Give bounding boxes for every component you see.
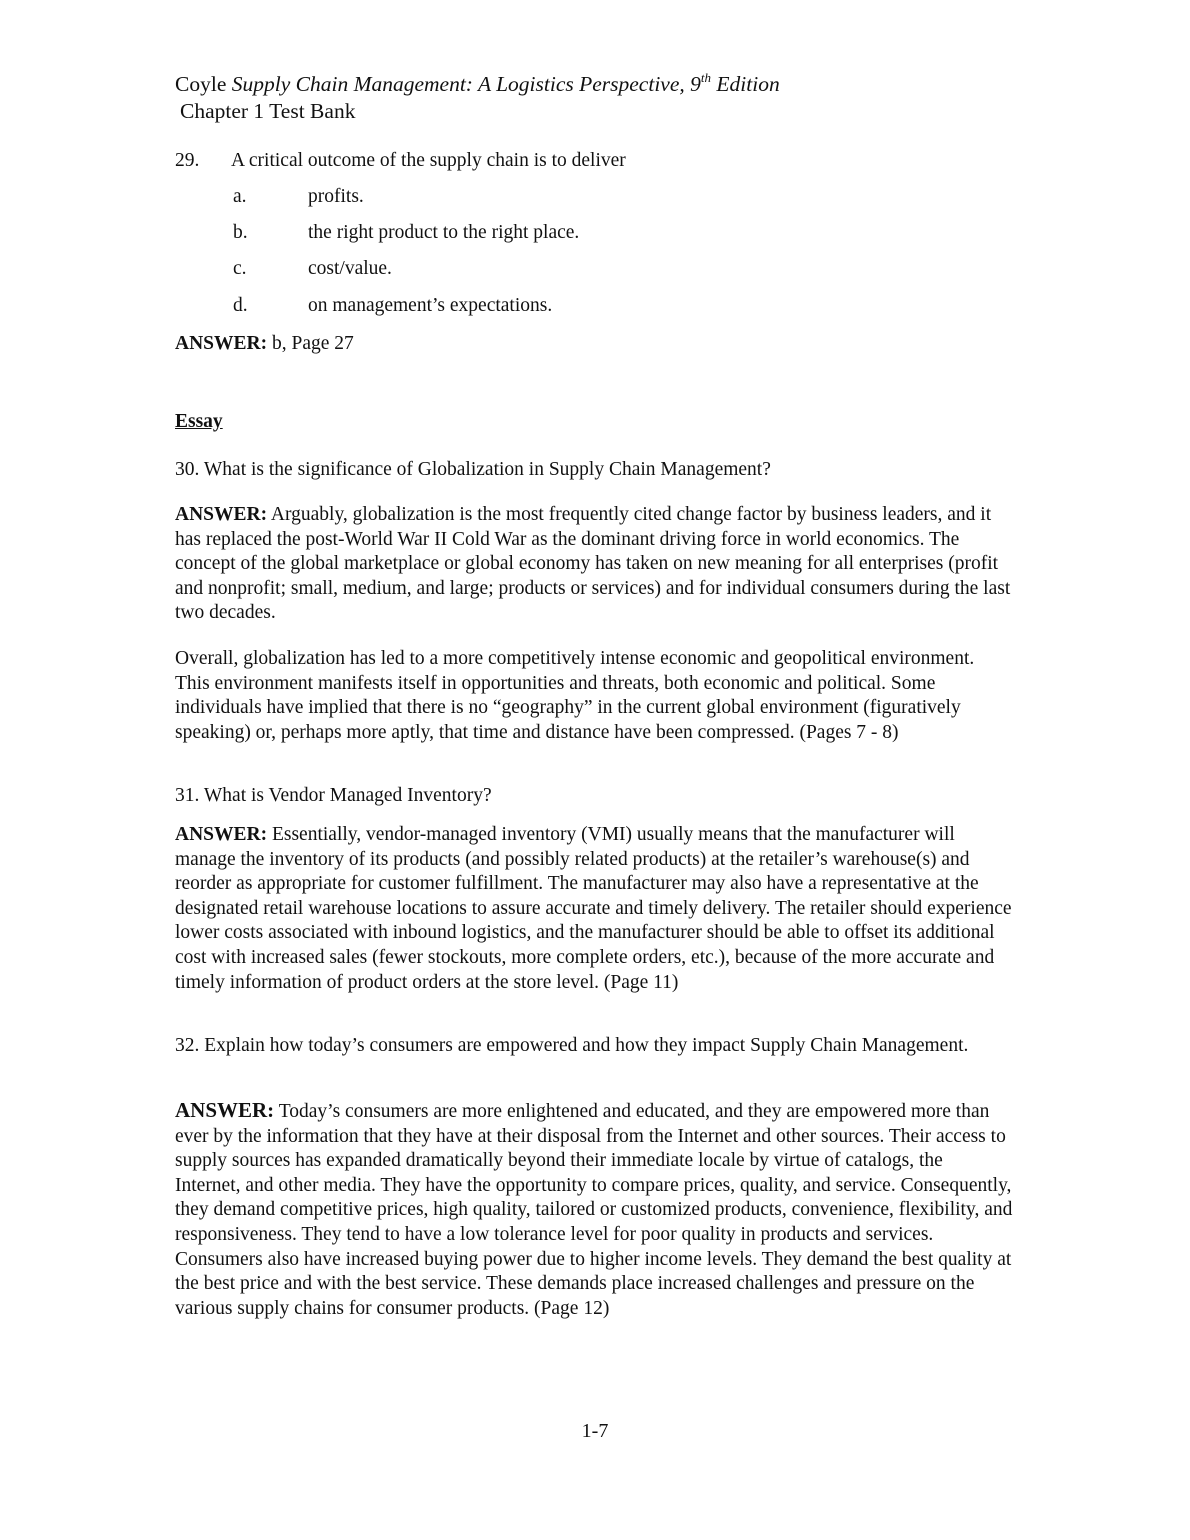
header-title xyxy=(175,71,780,97)
header-author: Coyle xyxy=(175,72,227,96)
answer-label: ANSWER: xyxy=(175,824,268,845)
option-letter: d. xyxy=(233,295,248,316)
answer-label: ANSWER: xyxy=(175,333,268,354)
answer-label: ANSWER: xyxy=(175,504,268,525)
question-30: 30. What is the significance of Globalization in Supply Chain Management? xyxy=(175,459,771,480)
option-text: cost/value. xyxy=(308,258,392,279)
option-letter: b. xyxy=(233,222,248,243)
question-32: 32. Explain how today’s consumers are empowered and how they impact Supply Chain Management. xyxy=(175,1035,969,1056)
question-29-option-a xyxy=(233,185,993,210)
answer-text: Essentially, vendor-managed inventory (VMI) usually means that the manufacturer will manage the inventory of its products (and possibly related products) at the retailer’s warehouse(s) and reorder as appropriate for customer fulfillment. The manufacturer may also have a representative at the designated retail warehouse locations to assure accurate and timely delivery. The retailer should experience lower costs associated with inbound logistics, and the manufacturer should be able to offset its additional cost with increased sales (fewer stockouts, more complete orders, etc.), because of the more accurate and timely information of product orders at the store level. (Page 11) xyxy=(175,824,1012,993)
question-31-answer xyxy=(175,823,1013,995)
question-29-option-b xyxy=(233,221,993,246)
question-29-stem: A critical outcome of the supply chain is to deliver xyxy=(231,150,626,171)
question-29-option-d xyxy=(233,294,993,319)
option-text: on management’s expectations. xyxy=(308,295,553,316)
question-29-answer xyxy=(175,332,1005,357)
page-number: 1-7 xyxy=(581,1420,609,1442)
header-book-title: Supply Chain Management: A Logistics Perspective, 9 xyxy=(231,72,701,96)
answer-label: ANSWER: xyxy=(175,1098,275,1122)
option-text: profits. xyxy=(308,186,364,207)
answer-text: Today’s consumers are more enlightened and educated, and they are empowered more than ever by the information that they have at their disposal from the Internet and other sources. Their access to supply sources has expanded dramatically beyond their immediate locale by virtue of catalogs, the Internet, and other media. They have the opportunity to compare prices, quality, and service. Consequently, they demand competitive prices, high quality, tailored or customized products, convenience, flexibility, and responsiveness. They tend to have a low tolerance level for poor quality in products and services. Consumers also have increased buying power due to higher income levels. They demand the best quality at the best price and with the best service. These demands place increased challenges and pressure on the various supply chains for consumer products. (Page 12) xyxy=(175,1101,1013,1319)
question-30-answer xyxy=(175,503,1013,626)
question-31: 31. What is Vendor Managed Inventory? xyxy=(175,785,492,806)
option-letter: a. xyxy=(233,186,247,207)
header-title-superscript: th xyxy=(700,69,712,85)
answer-text: b, Page 27 xyxy=(267,333,354,354)
question-32-answer xyxy=(175,1098,1013,1321)
header-edition: Edition xyxy=(711,72,780,96)
question-29-number: 29. xyxy=(175,150,200,171)
answer-text: Arguably, globalization is the most frequently cited change factor by business leaders, and it has replaced the post-World War II Cold War as the dominant driving force in world economics. The concept of the global marketplace or global economy has taken on new meaning for all enterprises (profit and nonprofit; small, medium, and large; products or services) and for individual consumers during the last two decades. xyxy=(175,504,1011,624)
question-29 xyxy=(175,149,995,174)
question-29-option-c xyxy=(233,257,993,282)
section-title-essay: Essay xyxy=(175,411,223,432)
question-30-answer-continued: Overall, globalization has led to a more competitively intense economic and geopolitical environment. This environment manifests itself in opportunities and threats, both economic and political. Some individuals have implied that there is no “geography” in the current global environment (figuratively speaking) or, perhaps more aptly, that time and distance have been compressed. (Pages 7 - 8) xyxy=(175,648,975,743)
header-chapter: Chapter 1 Test Bank xyxy=(180,99,356,123)
option-text: the right product to the right place. xyxy=(308,222,580,243)
option-letter: c. xyxy=(233,258,247,279)
